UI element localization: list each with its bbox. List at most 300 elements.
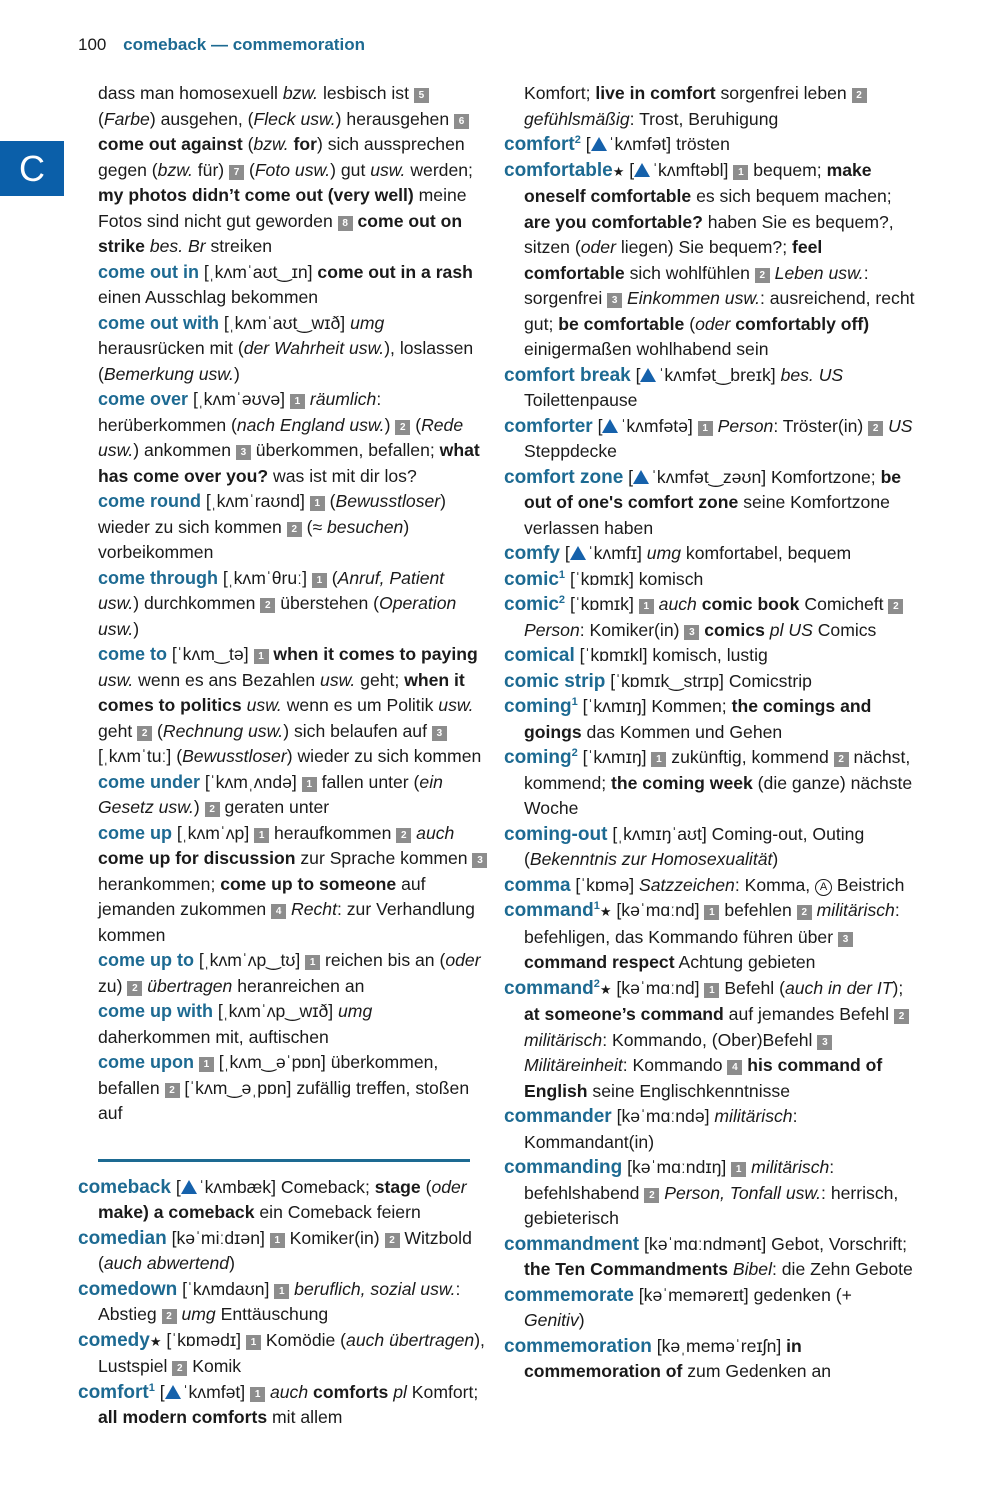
text-run: sich wohlfühlen xyxy=(624,262,755,283)
text-run: Achtung gebieten xyxy=(674,952,816,972)
sense-number: 1 xyxy=(312,573,327,588)
entry-commander xyxy=(504,1104,916,1155)
text-run: auch xyxy=(658,594,697,614)
sense-number: 2 xyxy=(165,1083,180,1098)
text-run: überkommen, befallen xyxy=(98,1052,439,1098)
text-run: daherkommen mit, auftischen xyxy=(98,1026,329,1047)
text-run: all modern comforts xyxy=(98,1407,268,1427)
text-run: pl US xyxy=(769,619,813,640)
headword: come up with xyxy=(98,1001,214,1021)
sense-number: 6 xyxy=(454,114,469,129)
text-run: komisch, lustig xyxy=(647,645,768,665)
text-run: usw. xyxy=(98,669,134,690)
entry-comfort-1: comfort$^1$ [ ˈkʌmfət] 1 auch comforts pl Komfort; all modern comforts mit allem xyxy=(78,1381,479,1427)
page-header xyxy=(78,34,365,56)
headword: comfort break xyxy=(504,364,631,386)
text-run: Satzzeichen xyxy=(638,874,735,895)
entry-comical xyxy=(504,643,916,669)
text-run: liegen) Sie bequem?; xyxy=(615,237,792,257)
text-run: Beistrich xyxy=(832,874,905,895)
text-run: come up for discussion xyxy=(98,848,296,868)
sense-number: 3 xyxy=(684,625,699,640)
text-run: Militäreinheit xyxy=(524,1055,623,1075)
text-run: mit allem xyxy=(267,1407,343,1427)
text-run: ) sich aussprechen gegen ( xyxy=(98,134,465,180)
pronunciation: ˈkʌmfət‿breɪk] xyxy=(658,364,776,385)
text-run: Komfortzone; xyxy=(766,466,881,487)
headword: comfort zone xyxy=(504,466,624,488)
sense-number: 3 xyxy=(472,853,487,868)
pronunciation: [ˌkʌmˈʌp‿wɪð] xyxy=(217,1001,334,1021)
text-run: usw. xyxy=(370,159,406,180)
sense-number: 2 xyxy=(137,726,152,741)
text-run: ) wieder zu sich kommen xyxy=(286,746,482,766)
text-run: ein Gesetz usw. xyxy=(98,771,443,817)
text-run: auch in der IT xyxy=(784,977,893,998)
sense-number: 2 xyxy=(868,421,883,436)
sense-number: 1 xyxy=(733,165,748,180)
text-run: Komödie ( xyxy=(260,1329,347,1350)
pronunciation: ˈkʌmfət] xyxy=(182,1381,246,1402)
headword: comfort xyxy=(504,134,575,155)
entry-comic-2 xyxy=(504,592,916,643)
entry-come-out-in xyxy=(78,260,488,311)
text-run: auch abwertend xyxy=(103,1253,230,1273)
text-run: ) sich belaufen auf xyxy=(283,720,432,741)
sense-number: 7 xyxy=(229,165,244,180)
text-run: für) xyxy=(192,159,230,180)
headword: coming-out xyxy=(504,823,608,845)
text-run: lesbisch ist xyxy=(318,83,414,103)
headword: come over xyxy=(98,389,189,409)
text-run: meine Fotos sind nicht gut geworden xyxy=(98,185,467,231)
text-run: oder xyxy=(580,237,616,257)
text-run: in commemoration of xyxy=(524,1335,802,1381)
entry-comfort-zone: comfort zone [ ˈkʌmfət‿zəʊn] Komfortzone; be out of one's comfort zone seine Komfortzone verlassen haben xyxy=(504,466,902,538)
sense-number: 2 xyxy=(644,1188,659,1203)
pronunciation: [ˈkɒmədɪ] xyxy=(166,1329,242,1350)
text-run: umg xyxy=(338,1001,373,1021)
headword: come up xyxy=(98,822,173,843)
text-run: Einkommen usw. xyxy=(627,288,760,308)
text-run: Bewusstloser xyxy=(182,746,287,766)
text-run: Toilettenpause xyxy=(524,390,638,410)
pronunciation: [kəˈmiːdɪən] xyxy=(171,1227,265,1248)
thumb-tab-letter xyxy=(0,141,64,196)
text-run: Person xyxy=(717,415,774,436)
pronunciation: [ˈkɒmɪkl] xyxy=(579,645,648,665)
text-run: 1 xyxy=(148,1381,155,1394)
sense-number: 3 xyxy=(838,932,853,947)
text-run: : Komma, xyxy=(734,874,816,895)
text-run: Rechnung usw. xyxy=(162,720,284,741)
pronunciation: [kəˈmɑːndə] xyxy=(616,1106,710,1126)
text-run: Bewusstloser xyxy=(335,491,441,511)
sense-number: 1 xyxy=(199,1057,214,1072)
text-run: zufällig treffen, stoßen auf xyxy=(98,1077,470,1123)
sense-number: 1 xyxy=(639,599,654,614)
headword: come up to xyxy=(98,950,195,970)
pronunciation: [ˈkɒmɪk] xyxy=(569,568,634,589)
headword: command xyxy=(504,900,594,921)
pronunciation: [ˌkʌmˈʌp] xyxy=(176,822,250,843)
headword: comic xyxy=(504,594,559,615)
sense-number: 4 xyxy=(271,904,286,919)
text-run: stage xyxy=(374,1176,421,1197)
text-run: Enttäuschung xyxy=(215,1304,329,1324)
text-run: zukünftig, kommend xyxy=(666,747,834,767)
text-run: auf jemanden zukommen xyxy=(98,873,426,919)
sense-number: 1 xyxy=(698,421,713,436)
text-run: oder xyxy=(695,313,731,334)
text-run: befehlen xyxy=(719,900,797,920)
sense-number: 2 xyxy=(797,905,812,920)
text-run: militärisch xyxy=(714,1106,793,1126)
text-run: Farbe xyxy=(103,108,150,129)
text-run: zum Gedenken an xyxy=(682,1361,832,1381)
text-run: Foto usw. xyxy=(254,159,331,180)
text-run: trösten xyxy=(671,134,730,154)
text-run: heranreichen an xyxy=(232,975,365,996)
headword: commandment xyxy=(504,1233,640,1255)
sense-number: 1 xyxy=(270,1233,285,1248)
headword: come through xyxy=(98,567,218,588)
text-run: werden; xyxy=(405,159,473,180)
entry-come-through: come through [ˌkʌmˈθruː] 1 (Anruf, Patient usw.) durchkommen 2 überstehen (Operation usw.) xyxy=(98,567,457,639)
text-run: usw. xyxy=(246,695,282,715)
text-run: US xyxy=(888,415,913,436)
text-run: my photos didn’t come out xyxy=(98,185,323,205)
text-run: bequem; xyxy=(748,159,827,180)
text-run: 1 xyxy=(593,900,600,913)
text-run: wenn es um Politik xyxy=(281,695,439,715)
text-run: ) xyxy=(384,414,396,435)
text-run: ) xyxy=(193,797,205,817)
pronunciation: [ˈkʌmdaʊn] xyxy=(182,1278,270,1299)
headword: commander xyxy=(504,1106,612,1127)
headword: come under xyxy=(98,771,201,792)
text-run: Steppdecke xyxy=(524,441,617,461)
text-run: wenn es ans Bezahlen xyxy=(133,669,321,690)
text-run: Komfort; xyxy=(406,1381,479,1402)
warning-triangle-icon xyxy=(633,470,649,484)
text-run: Bekenntnis zur Homosexualität xyxy=(529,849,773,869)
entry-command-2 xyxy=(504,976,916,1105)
text-run: ) xyxy=(133,618,140,639)
entry-comeback: comeback [ ˈkʌmbæk] Comeback; stage (oder make) a comeback ein Comeback feiern xyxy=(78,1176,467,1222)
text-run: Person, Tonfall usw. xyxy=(664,1182,822,1203)
text-run: : Komiker(in) xyxy=(579,619,685,640)
text-run: ) ausgehen, ( xyxy=(149,108,254,129)
text-run: the Ten Commandments xyxy=(524,1259,728,1279)
text-run: at someone’s command xyxy=(524,1004,724,1024)
entry-come-under xyxy=(78,770,488,821)
headword: commemorate xyxy=(504,1284,634,1306)
headword: comedian xyxy=(78,1227,167,1249)
text-run: nächst, kommend; xyxy=(524,747,911,793)
headword: comeback xyxy=(78,1176,171,1198)
text-run: was ist mit dir los? xyxy=(268,465,417,486)
headword: comfort xyxy=(78,1381,149,1403)
pronunciation: [ˌkʌmˈʌp‿tʊ] xyxy=(198,950,301,970)
headword: comforter xyxy=(504,415,593,437)
page-number: 100 xyxy=(78,35,107,54)
text-run: ) vorbeikommen xyxy=(98,516,410,562)
text-run: come out on strike xyxy=(98,210,463,256)
text-run: the coming week xyxy=(611,772,753,793)
pronunciation: [kəˈmɑːnd] xyxy=(616,977,700,998)
text-run: comforts xyxy=(313,1381,389,1402)
sense-number: 1 xyxy=(302,777,317,792)
text-run: gefühlsmäßig xyxy=(524,108,630,129)
text-run: umg xyxy=(350,312,385,333)
sense-number: 3 xyxy=(432,726,447,741)
text-run: dass man homosexuell xyxy=(98,83,283,103)
text-run: 2 xyxy=(571,747,578,760)
entry-come-over: come over [ˌkʌmˈəʊvə] 1 räumlich: herüberkommen (nach England usw.) 2 (Rede usw.) ankommen 3 überkommen, befallen; what has come over you? was ist mit dir los? xyxy=(98,389,480,486)
text-run: ) xyxy=(578,1310,585,1330)
entry-come-to: come to [ˈkʌm‿tə] 1 when it comes to paying usw. wenn es ans Bezahlen usw. geht; when it comes to politics usw. wenn es um Politik usw. geht 2 (Rechnung usw.) sich belaufen auf 3 [ˌkʌmˈtuː] (Bewusstloser) wieder zu sich kommen xyxy=(98,644,482,766)
text-run: Comicheft xyxy=(799,594,889,614)
text-run: es sich bequem machen; xyxy=(691,186,892,206)
text-run: auch xyxy=(416,822,455,843)
pronunciation: [ˌkʌmˈθruː] xyxy=(222,567,307,588)
entry-come-up-with xyxy=(78,999,488,1050)
text-run: be comfortable xyxy=(558,313,685,334)
text-run: feel comfortable xyxy=(524,237,823,283)
pronunciation: [kəˈmɑːndɪŋ] xyxy=(627,1157,727,1177)
entry-comma xyxy=(504,873,916,899)
text-run: : zur Verhandlung kommen xyxy=(98,899,475,945)
text-run: Coming-out, Outing ( xyxy=(524,823,865,869)
text-run: : ausreichend, recht gut; xyxy=(524,288,915,334)
pronunciation: [ˈkʌmɪŋ] xyxy=(582,696,647,716)
text-run: das Kommen und Gehen xyxy=(581,721,783,742)
pronunciation: [ˈkɒmɪk‿strɪp] xyxy=(610,670,724,691)
warning-triangle-icon xyxy=(181,1180,197,1194)
text-run: Comics xyxy=(812,619,877,640)
sense-number: 1 xyxy=(274,1284,289,1299)
text-run: beruflich, sozial usw. xyxy=(294,1278,456,1299)
text-run: make) a comeback xyxy=(98,1202,255,1222)
text-run: Komik xyxy=(187,1356,242,1376)
text-run: Comicstrip xyxy=(723,670,812,691)
pronunciation: ˈkʌmbæk] xyxy=(198,1176,276,1197)
entry-commemoration xyxy=(504,1334,916,1385)
text-run: herankommen; xyxy=(98,873,221,894)
text-run: ), loslassen ( xyxy=(98,338,474,384)
text-run: Comeback; xyxy=(275,1176,375,1197)
warning-triangle-icon xyxy=(591,137,607,151)
headword: comic strip xyxy=(504,670,606,692)
text-run: herausrücken mit ( xyxy=(98,338,244,358)
text-run: bzw. xyxy=(282,83,319,103)
pronunciation: [ˈkɒmɪk] xyxy=(569,594,634,614)
pronunciation: ˈkʌmftəbl] xyxy=(652,159,729,180)
pronunciation: ˈkʌmfətə] xyxy=(620,415,693,436)
entry-comfort-break: comfort break [ ˈkʌmfət‿breɪk] bes. US Toilettenpause xyxy=(504,364,844,410)
sense-number: 2 xyxy=(172,1361,187,1376)
entry-comedian xyxy=(78,1226,488,1277)
headword: coming xyxy=(504,696,572,717)
entry-comfort-2: comfort$^2$ [ ˈkʌmfət] trösten xyxy=(504,134,730,155)
text-run: : befehlshabend xyxy=(524,1157,835,1203)
entry-come-round: come round [ˌkʌmˈraʊnd] 1 (Bewusstloser) wieder zu sich kommen 2 (≈ besuchen) vorbeikommen xyxy=(98,491,447,562)
text-run: Bibel xyxy=(732,1259,772,1279)
pronunciation: [ˈkʌmˌʌndə] xyxy=(204,771,297,792)
text-run: 2 xyxy=(558,594,566,607)
sense-number: 2 xyxy=(260,598,275,613)
text-run: überkommen, befallen; xyxy=(250,440,440,460)
text-run: : Tröster(in) xyxy=(773,415,869,436)
text-run: auch xyxy=(269,1381,309,1402)
sense-number: 2 xyxy=(395,420,410,435)
text-run: : sorgenfrei xyxy=(524,262,869,308)
text-run: haben Sie es bequem?, sitzen ( xyxy=(524,211,894,257)
entry-coming-2 xyxy=(504,745,916,822)
warning-triangle-icon xyxy=(570,546,586,560)
text-run: 1 xyxy=(571,696,578,709)
text-run: comics xyxy=(704,619,765,640)
text-run: ) ankommen xyxy=(133,440,236,460)
text-run: geraten unter xyxy=(219,797,330,817)
pronunciation: [ˈkɒmə] xyxy=(575,874,635,895)
text-run: auch übertragen xyxy=(346,1329,475,1350)
headword: coming xyxy=(504,747,572,768)
text-run: the comings and goings xyxy=(524,696,872,742)
headword: comfortable xyxy=(504,159,613,181)
text-run: seine Englischkenntnisse xyxy=(587,1080,790,1101)
sense-number: 2 xyxy=(894,1009,909,1024)
sense-number: 3 xyxy=(607,293,622,308)
text-run: ); xyxy=(892,977,904,998)
pronunciation: ˈkʌmfɪ] xyxy=(587,543,642,563)
text-run: übertragen xyxy=(147,975,233,996)
text-run: when it comes to politics xyxy=(98,669,465,715)
text-run: bes. Br xyxy=(149,236,206,256)
entry-come-up xyxy=(78,821,488,949)
headword: commemoration xyxy=(504,1335,652,1357)
text-run: usw. xyxy=(320,669,356,690)
sense-number: 2 xyxy=(162,1309,177,1324)
sense-number: 4 xyxy=(727,1060,742,1075)
text-run: Operation usw. xyxy=(98,593,457,639)
warning-triangle-icon xyxy=(602,419,618,433)
text-run: comic book xyxy=(701,594,800,614)
text-run: pl xyxy=(393,1381,407,1402)
text-run: come up to someone xyxy=(220,873,397,894)
text-run: when it comes to paying xyxy=(273,644,478,664)
text-run: Anruf, Patient usw. xyxy=(98,567,445,613)
sense-number: 2 xyxy=(755,268,770,283)
entry-command-1 xyxy=(504,898,916,976)
text-run: : Trost, Beruhigung xyxy=(629,108,779,129)
text-run: ) durchkommen xyxy=(133,593,261,613)
entry-comfort-1-continuation xyxy=(504,81,916,132)
sense-number: 1 xyxy=(704,983,719,998)
headword: come out in xyxy=(98,261,200,282)
headword: commanding xyxy=(504,1157,623,1178)
text-run: einigermaßen wohlhabend sein xyxy=(524,339,769,359)
text-run: sorgenfrei leben xyxy=(715,83,852,103)
sense-number: 1 xyxy=(651,752,666,767)
text-run: : herrisch, gebieterisch xyxy=(524,1182,899,1228)
text-run: bzw. xyxy=(253,134,289,154)
pronunciation: [ˈkʌm‿tə] xyxy=(171,644,249,664)
austria-variant-icon: A xyxy=(815,879,832,896)
sense-number: 1 xyxy=(704,905,719,920)
text-run: : befehligen, das Kommando führen über xyxy=(524,900,900,947)
headword: come upon xyxy=(98,1052,195,1072)
sense-number: 3 xyxy=(817,1035,832,1050)
text-run: Recht xyxy=(291,899,337,919)
warning-triangle-icon xyxy=(640,368,656,382)
star-icon: ★ xyxy=(599,904,612,919)
star-icon: ★ xyxy=(149,1333,162,1349)
text-run: : Abstieg xyxy=(98,1278,461,1324)
sense-number: 2 xyxy=(888,599,903,614)
text-run: gedenken (+ xyxy=(748,1284,852,1305)
text-run: geht; xyxy=(355,669,405,690)
sense-number: 1 xyxy=(731,1162,746,1177)
sense-number: 2 xyxy=(127,981,142,996)
text-run: militärisch xyxy=(751,1157,830,1177)
spacer xyxy=(78,1127,488,1175)
sense-number: 1 xyxy=(310,496,325,511)
text-run: make oneself comfortable xyxy=(524,159,872,206)
sense-number: 8 xyxy=(338,216,353,231)
star-icon: ★ xyxy=(599,981,612,997)
entry-come-upon xyxy=(78,1050,488,1127)
pronunciation: [ˌkʌmɪŋˈaʊt] xyxy=(612,823,707,844)
text-run: what has come over you? xyxy=(98,440,480,486)
text-run: be out of one's comfort zone xyxy=(524,466,902,512)
pronunciation: [ˈkʌm‿əˌpɒn] xyxy=(184,1077,292,1098)
text-run: seine Komfortzone verlassen haben xyxy=(524,492,890,538)
entry-comfortable: comfortable★ [ ˈkʌmftəbl] 1 bequem; make oneself comfortable es sich bequem machen; are you comfortable? haben Sie es bequem?, sitzen (oder liegen) Sie bequem?; feel comfortable sich wohlfühlen 2 Leben usw.: sorgenfrei 3 Einkommen usw.: ausreichend, recht gut; be comfortable (oder comfortably off) einigermaßen wohlhabend sein xyxy=(504,159,915,359)
text-run: reichen bis an ( xyxy=(320,950,446,970)
sense-number: 2 xyxy=(852,88,867,103)
text-run: : die Zehn Gebote xyxy=(772,1259,913,1279)
entry-comfy: comfy [ ˈkʌmfɪ] umg komfortabel, bequem xyxy=(504,543,852,564)
text-run: der Wahrheit usw. xyxy=(243,338,385,358)
headword: command xyxy=(504,977,594,999)
text-run: usw. xyxy=(438,695,474,715)
text-run: 1 xyxy=(558,568,566,581)
text-run: ) herausgehen xyxy=(335,108,455,129)
pronunciation: [ˌkʌmˈəʊvə] xyxy=(192,389,286,409)
text-run: umg xyxy=(181,1304,216,1324)
text-run: umg xyxy=(646,543,682,563)
sense-number: 1 xyxy=(246,1335,261,1350)
text-run: geht xyxy=(98,720,138,741)
thumb-tab-label: C xyxy=(19,147,45,189)
entry-commandment xyxy=(504,1232,916,1283)
entry-come-out-continuation: dass man homosexuell bzw. lesbisch ist 5 (Farbe) ausgehen, (Fleck usw.) herausgehen 6 come out against (bzw. for) sich aussprechen gegen (bzw. für) 7 (Foto usw.) gut usw. werden; my photos didn’t come out (very well) meine Fotos sind nicht gut geworden 8 come out on strike bes. Br streiken xyxy=(98,83,473,256)
sense-number: 1 xyxy=(250,1387,265,1402)
sense-number: 2 xyxy=(287,522,302,537)
text-run: Befehl ( xyxy=(719,977,785,998)
text-run: militärisch xyxy=(524,1029,603,1050)
pronunciation: [ˌkʌmˈtuː] xyxy=(98,746,172,766)
sense-number: 2 xyxy=(205,802,220,817)
text-run: Person xyxy=(524,619,580,640)
headword: comma xyxy=(504,874,571,896)
text-run: fallen unter ( xyxy=(316,771,420,792)
text-run: oder xyxy=(431,1176,467,1197)
text-run: (die ganze) nächste Woche xyxy=(524,772,913,818)
text-run: Rede usw. xyxy=(98,414,464,460)
